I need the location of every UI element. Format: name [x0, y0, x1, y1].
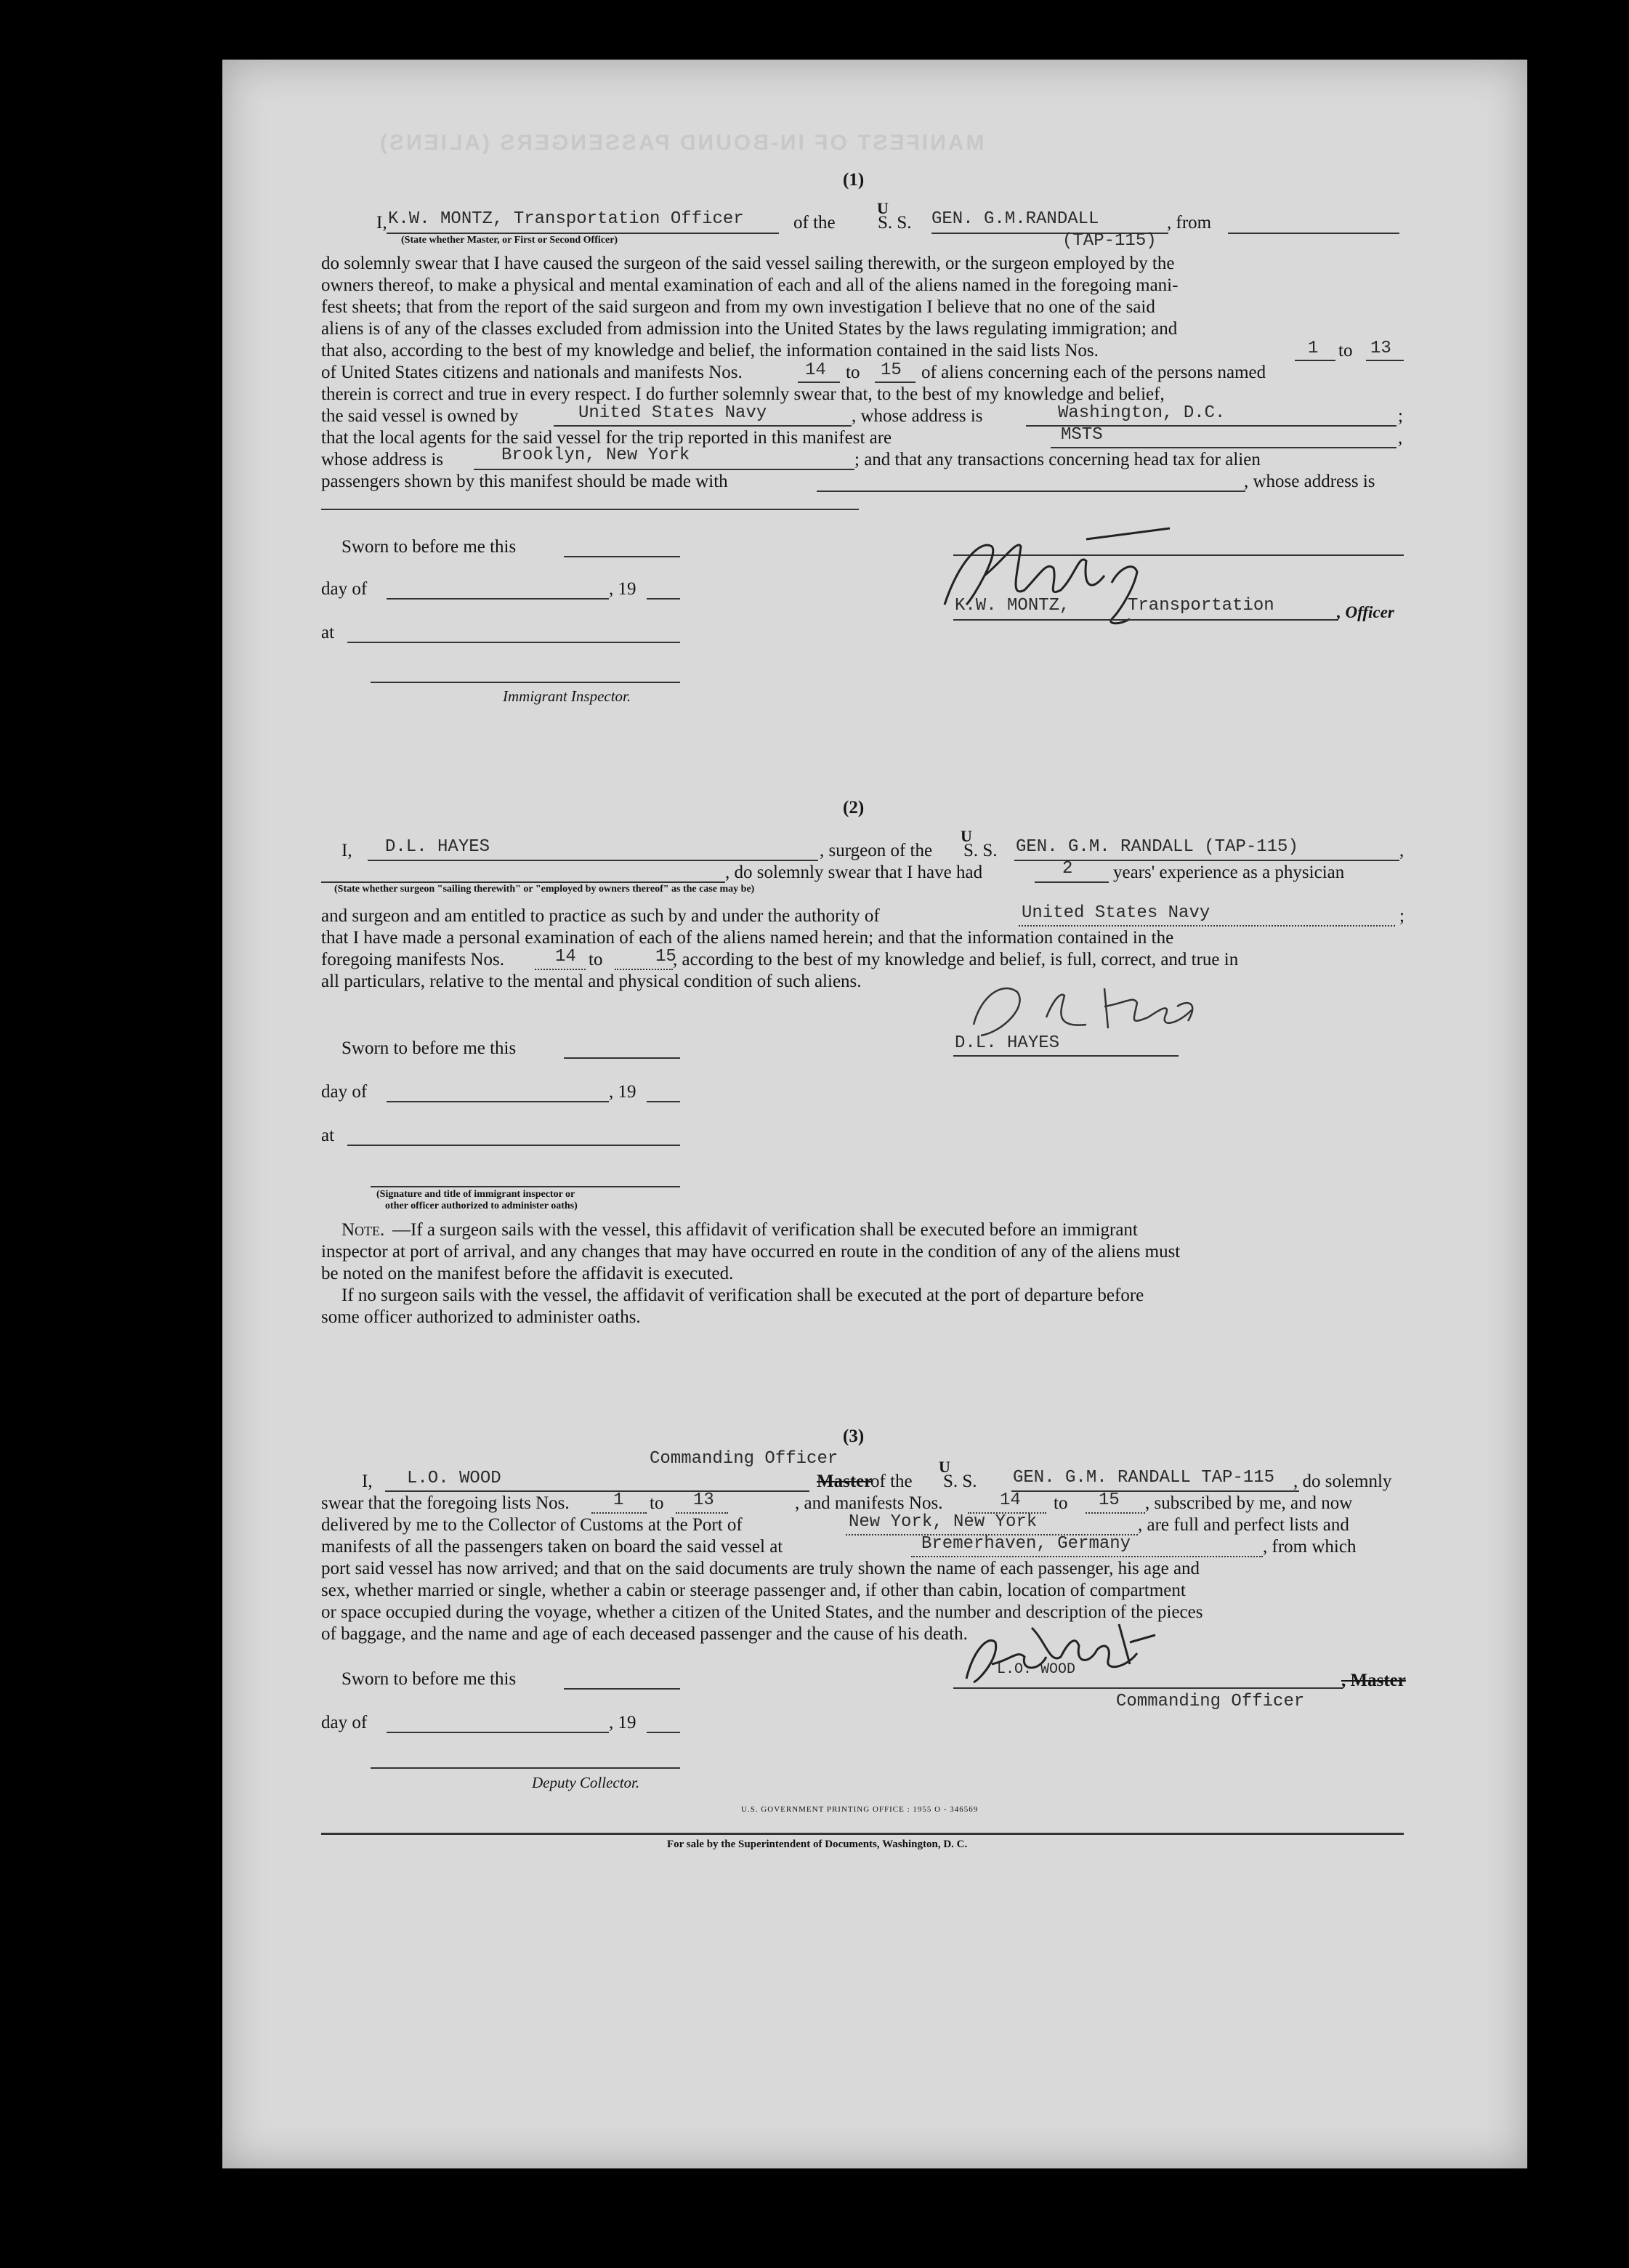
s1-officer-note: (State whether Master, or First or Second Officer) — [401, 235, 618, 246]
s1-signer-title: Transportation — [1128, 596, 1274, 616]
s3-of-the: of the — [870, 1472, 913, 1491]
s2-surgeon-name: D.L. HAYES — [385, 837, 490, 857]
s3-signature — [952, 1613, 1170, 1693]
s2-to: to — [589, 950, 603, 969]
s2-manifest-to: 15 — [655, 947, 676, 966]
s3-and-manifests: , and manifests Nos. — [795, 1493, 943, 1513]
s3-name: L.O. WOOD — [407, 1469, 501, 1488]
s1-signer-line — [953, 619, 1338, 621]
s2-year: , 19 — [609, 1082, 636, 1102]
s1-line-7: therein is correct and true in every respect. I do further solemnly swear that, to the best of my knowledge and belief, — [321, 384, 1165, 404]
s2-authority-label: and surgeon and am entitled to practice as such by and under the authority of — [321, 906, 880, 926]
s1-sworn-line — [564, 556, 680, 557]
s2-note-line-1: —If a surgeon sails with the vessel, this affidavit of verification shall be executed before an immigrant — [392, 1220, 1138, 1240]
s1-owner-address: Washington, D.C. — [1058, 403, 1226, 423]
s3-line-2: sex, whether married or single, whether a cabin or steerage passenger and, if other than cabin, location of compartment — [321, 1581, 1186, 1600]
s2-us-mark: U — [961, 827, 972, 845]
s1-agents-label: that the local agents for the said vessel for the trip reported in this manifest are — [321, 428, 892, 448]
s2-state-line — [321, 881, 725, 883]
s1-us-mark: U — [877, 199, 889, 217]
s1-semicolon: ; — [1398, 406, 1403, 426]
s3-swear-label: swear that the foregoing lists Nos. — [321, 1493, 570, 1513]
s1-line-6a: of United States citizens and nationals and manifests Nos. — [321, 363, 743, 382]
s2-note2-line-2: some officer authorized to administer oaths. — [321, 1307, 641, 1327]
s2-years: 2 — [1062, 859, 1073, 879]
s1-comma: , — [1398, 428, 1403, 448]
s1-whose-address-label: whose address is — [321, 450, 444, 469]
s1-at: at — [321, 623, 335, 642]
s2-note2-line-1: If no surgeon sails with the vessel, the affidavit of verification shall be executed at the port of departure before — [341, 1286, 1144, 1305]
s2-surgeon-line — [368, 860, 818, 861]
s2-signer-line — [953, 1055, 1179, 1057]
s1-whose-address-is: , whose address is — [1244, 472, 1375, 491]
s2-manifest-to-line — [615, 969, 673, 970]
s3-list-from: 1 — [613, 1490, 624, 1510]
s1-head-tax-label: ; and that any transactions concerning head tax for alien — [854, 450, 1261, 469]
s1-blank-line — [321, 509, 859, 510]
s3-departure: Bremerhaven, Germany — [921, 1534, 1131, 1554]
footer-rule — [321, 1833, 1404, 1835]
s2-sig-line — [371, 1186, 680, 1187]
s1-inspector-line — [371, 682, 680, 683]
s3-signer-line — [953, 1687, 1343, 1689]
bleed-through-header: MANIFEST OF IN-BOUND PASSENGERS (ALIENS) — [378, 131, 985, 155]
s3-year: , 19 — [609, 1713, 636, 1732]
s1-line-4: aliens is of any of the classes excluded from admission into the United States by the laws regulating immigration; and — [321, 319, 1178, 339]
s3-title-above: Commanding Officer — [650, 1449, 838, 1469]
s3-line-1: port said vessel has now arrived; and that on the said documents are truly shown the name of each passenger, his age and — [321, 1559, 1200, 1578]
s2-ss-label: S. S. — [963, 841, 998, 860]
s2-at-line — [347, 1145, 680, 1146]
s3-manifest-to: 15 — [1099, 1490, 1120, 1510]
s2-comma: , — [1399, 841, 1404, 860]
s1-officer-line — [387, 233, 779, 234]
s1-manifest-from: 14 — [805, 360, 826, 380]
s3-year-line — [647, 1732, 680, 1733]
s3-collector: Deputy Collector. — [532, 1774, 640, 1791]
s3-i-label: I, — [362, 1472, 373, 1491]
s1-owner: United States Navy — [578, 403, 767, 423]
s2-day-of: day of — [321, 1082, 368, 1102]
master-label-text: , Master — [1341, 1671, 1406, 1690]
s3-list-from-line — [591, 1512, 647, 1514]
s2-particulars: all particulars, relative to the mental and physical condition of such aliens. — [321, 972, 862, 991]
s3-subscribed: , subscribed by me, and now — [1145, 1493, 1353, 1513]
s1-manifest-to-line — [875, 382, 915, 383]
s2-years-label: years' experience as a physician — [1113, 863, 1345, 882]
s3-vessel-line — [1011, 1490, 1299, 1492]
s3-manifest-to-line — [1086, 1512, 1145, 1514]
s2-sig-note-2: other officer authorized to administer oaths) — [385, 1200, 578, 1211]
s2-according-label: , according to the best of my knowledge and belief, is full, correct, and true in — [673, 950, 1239, 969]
s3-sworn-line — [564, 1688, 680, 1690]
s3-from-which: , from which — [1263, 1537, 1357, 1557]
s1-officer-name: K.W. MONTZ, Transportation Officer — [388, 209, 744, 229]
s1-list-to-line — [1366, 360, 1404, 361]
s3-list-to-line — [676, 1512, 728, 1514]
s2-vessel: GEN. G.M. RANDALL (TAP-115) — [1016, 837, 1298, 857]
s2-note-line-2: inspector at port of arrival, and any changes that may have occurred en route in the condition of any of the aliens must — [321, 1242, 1181, 1262]
s3-us-mark: U — [939, 1458, 950, 1476]
note-label-text: Note. — [341, 1220, 385, 1240]
s1-passengers-label: passengers shown by this manifest should be made with — [321, 472, 728, 491]
s3-vessel: GEN. G.M. RANDALL TAP-115 — [1013, 1468, 1275, 1488]
s1-vessel: GEN. G.M.RANDALL — [931, 209, 1099, 229]
s2-sworn-line — [564, 1057, 680, 1059]
section-1-number: (1) — [843, 170, 865, 190]
s3-day-line — [387, 1732, 609, 1733]
s1-agents-address-line — [474, 469, 854, 470]
s1-of-the: of the — [793, 213, 836, 233]
s2-swear-label: , do solemnly swear that I have had — [725, 863, 983, 882]
s3-collector-line — [371, 1767, 680, 1769]
footer-gpo: U.S. GOVERNMENT PRINTING OFFICE : 1955 O - 346569 — [741, 1805, 979, 1814]
s1-from-line — [1228, 233, 1399, 234]
s3-to-2: to — [1054, 1493, 1068, 1513]
s2-day-line — [387, 1101, 609, 1102]
s1-at-line — [347, 642, 680, 643]
s2-manifest-from: 14 — [555, 947, 576, 966]
s2-manifest-from-line — [535, 969, 586, 970]
s3-manifests-label: manifests of all the passengers taken on board the said vessel at — [321, 1537, 783, 1557]
s1-officer-label: , Officer — [1337, 603, 1394, 621]
s2-years-line — [1035, 881, 1109, 883]
s3-full-lists: , are full and perfect lists and — [1138, 1515, 1349, 1535]
s2-signer: D.L. HAYES — [955, 1033, 1060, 1053]
s3-manifest-from: 14 — [1000, 1490, 1021, 1510]
s1-signer: K.W. MONTZ, — [955, 596, 1070, 616]
s2-note-line-3: be noted on the manifest before the affidavit is executed. — [321, 1264, 734, 1283]
s1-list-to: 13 — [1370, 339, 1391, 358]
s1-from-label: , from — [1167, 213, 1212, 233]
s3-ss-label: S. S. — [943, 1472, 977, 1491]
s2-year-line — [647, 1101, 680, 1102]
s2-sig-note-1: (Signature and title of immigrant inspector or — [376, 1189, 575, 1200]
s1-inspector: Immigrant Inspector. — [503, 687, 631, 705]
s1-line-5: that also, according to the best of my knowledge and belief, the information contained in the said lists Nos. — [321, 341, 1099, 360]
s2-i-label: I, — [341, 841, 352, 860]
s2-authority-line — [1019, 925, 1395, 927]
s3-to-1: to — [650, 1493, 664, 1513]
s2-sworn: Sworn to before me this — [341, 1038, 517, 1058]
s3-sworn: Sworn to before me this — [341, 1669, 517, 1689]
s3-line-3: or space occupied during the voyage, whether a citizen of the United States, and the number and description of the pieces — [321, 1602, 1203, 1622]
s3-signer: L.O. WOOD — [997, 1661, 1076, 1678]
s2-exam-line: that I have made a personal examination of each of the aliens named herein; and that the information contained in the — [321, 928, 1174, 948]
s1-to-1: to — [1338, 341, 1353, 360]
s1-list-from: 1 — [1308, 339, 1319, 358]
s1-line-6b: of aliens concerning each of the persons named — [921, 363, 1266, 382]
s3-master-label — [1341, 1670, 1406, 1692]
s1-agents-address: Brooklyn, New York — [501, 445, 690, 465]
s1-vessel-code: (TAP-115) — [1062, 231, 1157, 251]
section-2-number: (2) — [843, 798, 865, 818]
s1-to-2: to — [846, 363, 860, 382]
s2-authority: United States Navy — [1022, 903, 1210, 923]
s2-state-note: (State whether surgeon "sailing therewith" or "employed by owners thereof" as the case may be) — [334, 884, 755, 895]
s3-line-4: of baggage, and the name and age of each deceased passenger and the cause of his death. — [321, 1624, 968, 1644]
s2-surgeon-of: , surgeon of the — [820, 841, 933, 860]
s1-i-label: I, — [376, 213, 387, 233]
s3-port: New York, New York — [849, 1512, 1038, 1532]
s1-passengers-line — [817, 491, 1245, 492]
s3-name-line — [385, 1490, 809, 1492]
s1-sworn: Sworn to before me this — [341, 537, 517, 557]
s3-signer-title: Commanding Officer — [1116, 1692, 1305, 1711]
s1-manifest-from-line — [798, 382, 840, 383]
s1-manifest-to: 15 — [881, 360, 902, 380]
s1-owner-line — [554, 425, 852, 427]
s1-ss-label: S. S. — [878, 213, 912, 233]
s2-note-label — [341, 1219, 384, 1241]
s1-line-2: owners thereof, to make a physical and mental examination of each and all of the aliens named in the foregoing mani- — [321, 275, 1179, 295]
s2-semicolon: ; — [1399, 906, 1404, 926]
s1-agents: MSTS — [1061, 425, 1103, 445]
section-3-number: (3) — [843, 1426, 865, 1446]
s2-foregoing-label: foregoing manifests Nos. — [321, 950, 505, 969]
s1-line-1: do solemnly swear that I have caused the surgeon of the said vessel sailing therewith, or the surgeon employed by the — [321, 254, 1175, 273]
footer-sale: For sale by the Superintendent of Documents, Washington, D. C. — [667, 1839, 968, 1850]
s1-owned-label: the said vessel is owned by — [321, 406, 519, 426]
s3-master-struck: Master — [817, 1472, 873, 1491]
s3-list-to: 13 — [693, 1490, 714, 1510]
s1-day-line — [387, 598, 609, 600]
s3-day-of: day of — [321, 1713, 368, 1732]
s1-line-3: fest sheets; that from the report of the said surgeon and from my own investigation I believe that no one of the said — [321, 297, 1155, 317]
s3-delivered-label: delivered by me to the Collector of Customs at the Port of — [321, 1515, 743, 1535]
s2-at: at — [321, 1126, 335, 1145]
s1-address-label: , whose address is — [852, 406, 983, 426]
s1-list-from-line — [1295, 360, 1335, 361]
s1-agents-line — [1051, 447, 1396, 448]
s1-year: , 19 — [609, 579, 636, 599]
s1-day-of: day of — [321, 579, 368, 599]
s1-year-line — [647, 598, 680, 600]
s3-departure-line — [911, 1556, 1263, 1557]
s3-solemnly: , do solemnly — [1293, 1472, 1392, 1491]
